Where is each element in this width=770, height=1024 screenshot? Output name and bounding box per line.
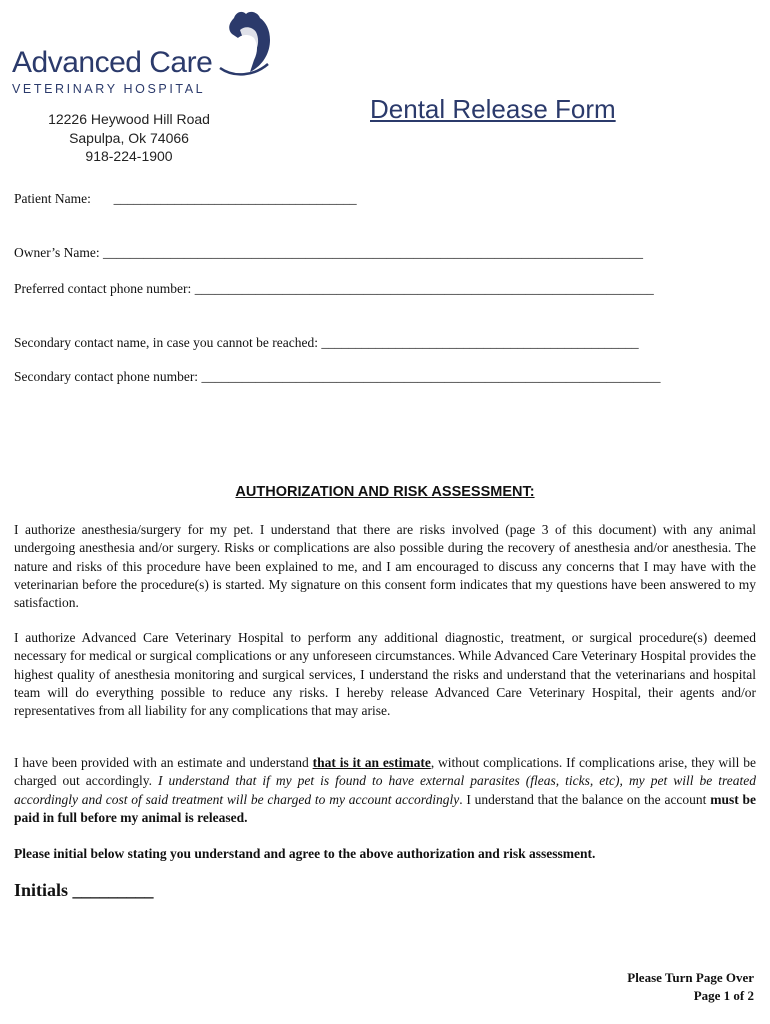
form-title: Dental Release Form [370,94,616,124]
estimate-text-a: I have been provided with an estimate and understand [14,755,313,770]
owner-name-field[interactable] [14,245,643,261]
secondary-phone-field[interactable] [14,369,660,385]
initials-blank[interactable]: _________ [72,880,154,900]
preferred-phone-blank[interactable]: ____________________________________________________________________ [194,281,654,296]
initials-label: Initials [14,880,69,900]
estimate-emphasis: that is it an estimate [312,755,431,770]
authorization-heading: AUTHORIZATION AND RISK ASSESSMENT: [235,484,535,500]
secondary-name-field[interactable] [14,335,639,351]
address-line-1: 12226 Heywood Hill Road [48,111,210,127]
dog-silhouette-icon [214,8,274,78]
estimate-text-c: , without complications. If complications arise, they will be charged out accordingly. [14,755,756,789]
parasite-clause: I understand that if my pet is found to have external parasites (fleas, ticks, etc), my pet will be treated accordingly and cost of said treatment will be charged to my account accordingly [14,773,757,807]
owner-name-blank[interactable]: ________________________________________________________________________________ [102,245,643,260]
payment-requirement: must be paid in full before my animal is released. [14,791,756,825]
hospital-phone: 918-224-1900 [85,148,173,164]
authorization-paragraph-3 [14,754,756,827]
balance-text: . I understand that the balance on the account [459,791,711,807]
patient-name-field[interactable] [14,191,357,207]
preferred-phone-field[interactable] [14,281,654,297]
secondary-name-label: Secondary contact name, in case you cannot be reached: [14,335,318,350]
patient-name-label: Patient Name: [14,191,91,206]
owner-name-label: Owner’s Name: [14,245,100,260]
authorization-paragraph-1: I authorize anesthesia/surgery for my pet. I understand that there are risks involved (page 3 of this document) with any animal undergoing anesthesia and/or surgery. Risks or complications are also possible during the recovery of anesthesia and/or anesthesia. The nature and risks of this procedure have been explained to me, and I am encouraged to discuss any concerns that I may have with the veterinarian before the procedure(s) is started. My signature on this consent form indicates that my questions have been answered to my satisfaction. [14,522,756,611]
secondary-name-blank[interactable]: _______________________________________________ [321,335,639,350]
preferred-phone-label: Preferred contact phone number: [14,281,192,296]
address-line-2: Sapulpa, Ok 74066 [69,129,189,146]
logo-main-text: Advanced Care [12,46,213,79]
secondary-phone-label: Secondary contact phone number: [14,369,199,384]
initials-field[interactable] [14,880,154,901]
turn-page-note: Please Turn Page Over [627,970,754,985]
secondary-phone-blank[interactable]: ____________________________________________________________________ [201,369,661,384]
initial-instruction: Please initial below stating you understand and agree to the above authorization and risk assessment. [14,846,596,861]
logo-sub-text: VETERINARY HOSPITAL [12,82,206,96]
page-number: Page 1 of 2 [693,988,754,1003]
patient-name-blank[interactable]: ____________________________________ [113,191,357,206]
hospital-address [14,110,244,166]
authorization-paragraph-2: I authorize Advanced Care Veterinary Hospital to perform any additional diagnostic, treatment, or surgical procedure(s) deemed necessary for medical or surgical complications or any unforeseen circumstances. While Advanced Care Veterinary Hospital provides the highest quality of anesthesia monitoring and surgical services, I understand the risks and understand that the veterinarians and hospital team will do everything possible to reduce any risks. I hereby release Advanced Care Veterinary Hospital, their agents and/or representatives from all liability for any complications that may arise. [14,630,756,719]
